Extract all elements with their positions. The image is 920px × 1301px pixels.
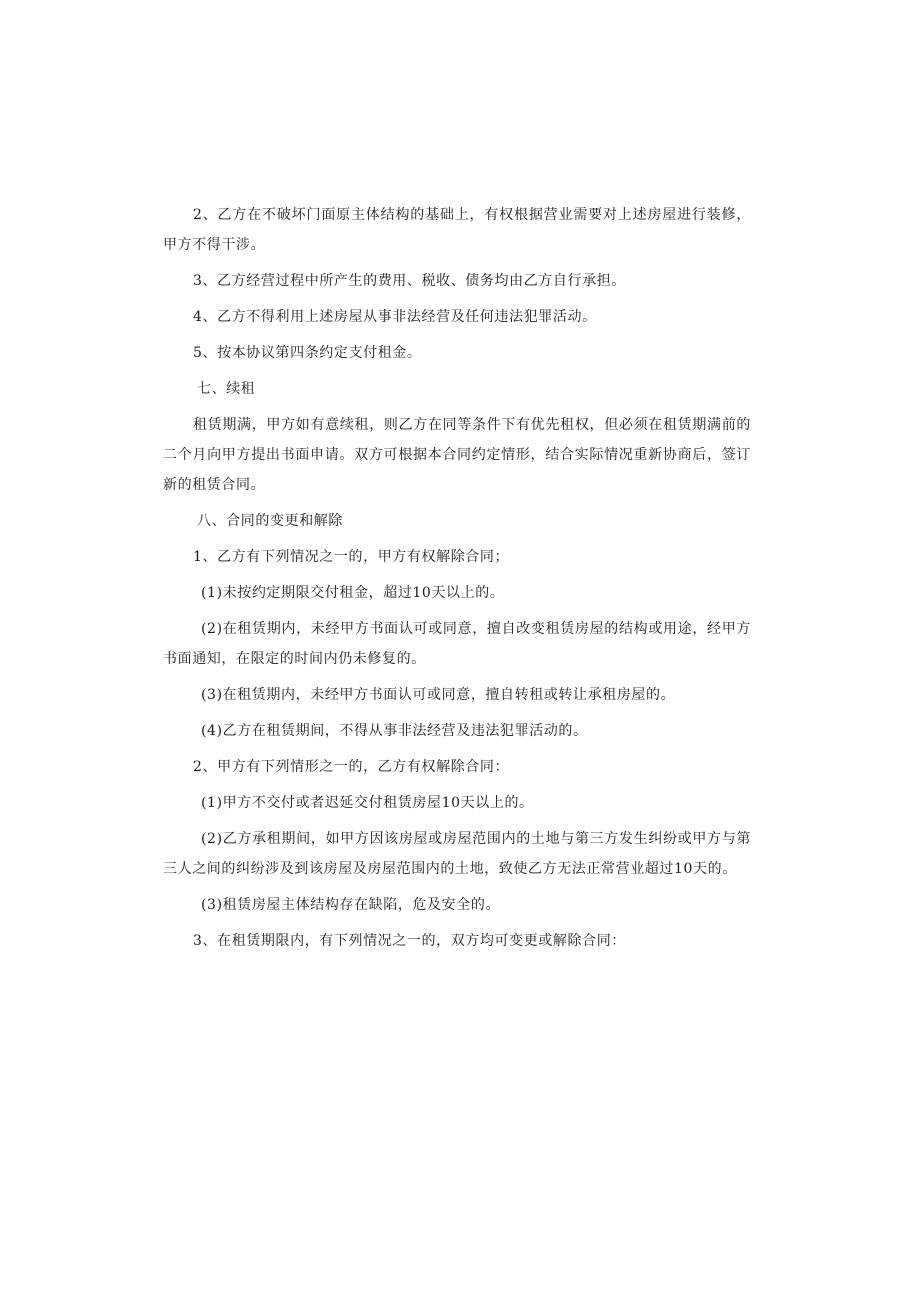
clause-6-item-3: 3、乙方经营过程中所产生的费用、税收、债务均由乙方自行承担。 [193, 273, 626, 289]
clause-8-2-sub-3: (3)租赁房屋主体结构存在缺陷，危及安全的。 [201, 897, 501, 913]
clause-8-1-sub-1: (1)未按约定期限交付租金，超过10天以上的。 [201, 585, 505, 601]
clause-8-2-sub-1: (1)甲方不交付或者迟延交付租赁房屋10天以上的。 [201, 795, 534, 811]
clause-6-item-5: 5、按本协议第四条约定支付租金。 [193, 345, 422, 361]
clause-8-1-sub-2: (2)在租赁期内，未经甲方书面认可或同意，擅自改变租赁房屋的结构或用途，经甲方书面通知，在限定的时间内仍未修复的。 [163, 621, 751, 667]
clause-6-item-4: 4、乙方不得利用上述房屋从事非法经营及任何违法犯罪活动。 [193, 309, 597, 325]
clause-8-1-sub-4: (4)乙方在租赁期间，不得从事非法经营及违法犯罪活动的。 [201, 723, 588, 739]
clause-8-1-sub-3: (3)在租赁期内，未经甲方书面认可或同意，擅自转租或转让承租房屋的。 [201, 687, 676, 703]
clause-8-2-sub-2: (2)乙方承租期间，如甲方因该房屋或房屋范围内的土地与第三方发生纠纷或甲方与第三人之间的纠纷涉及到该房屋及房屋范围内的土地，致使乙方无法正常营业超过10天的。 [163, 831, 751, 877]
clause-8-item-2: 2、甲方有下列情形之一的，乙方有权解除合同： [193, 759, 510, 775]
clause-6-item-2: 2、乙方在不破坏门面原主体结构的基础上，有权根据营业需要对上述房屋进行装修，甲方不得干涉。 [163, 207, 751, 253]
clause-8-item-3: 3、在租赁期限内，有下列情况之一的，双方均可变更或解除合同： [193, 933, 626, 949]
document-body [163, 200, 751, 962]
renewal-paragraph: 租赁期满，甲方如有意续租，则乙方在同等条件下有优先租权，但必须在租赁期满前的二个月向甲方提出书面申请。双方可根据本合同约定情形，结合实际情况重新协商后，签订新的租赁合同。 [163, 417, 751, 493]
section-heading-change-termination: 八、合同的变更和解除 [197, 513, 343, 529]
clause-8-item-1: 1、乙方有下列情况之一的，甲方有权解除合同； [193, 549, 510, 565]
section-heading-renewal: 七、续租 [197, 381, 256, 397]
